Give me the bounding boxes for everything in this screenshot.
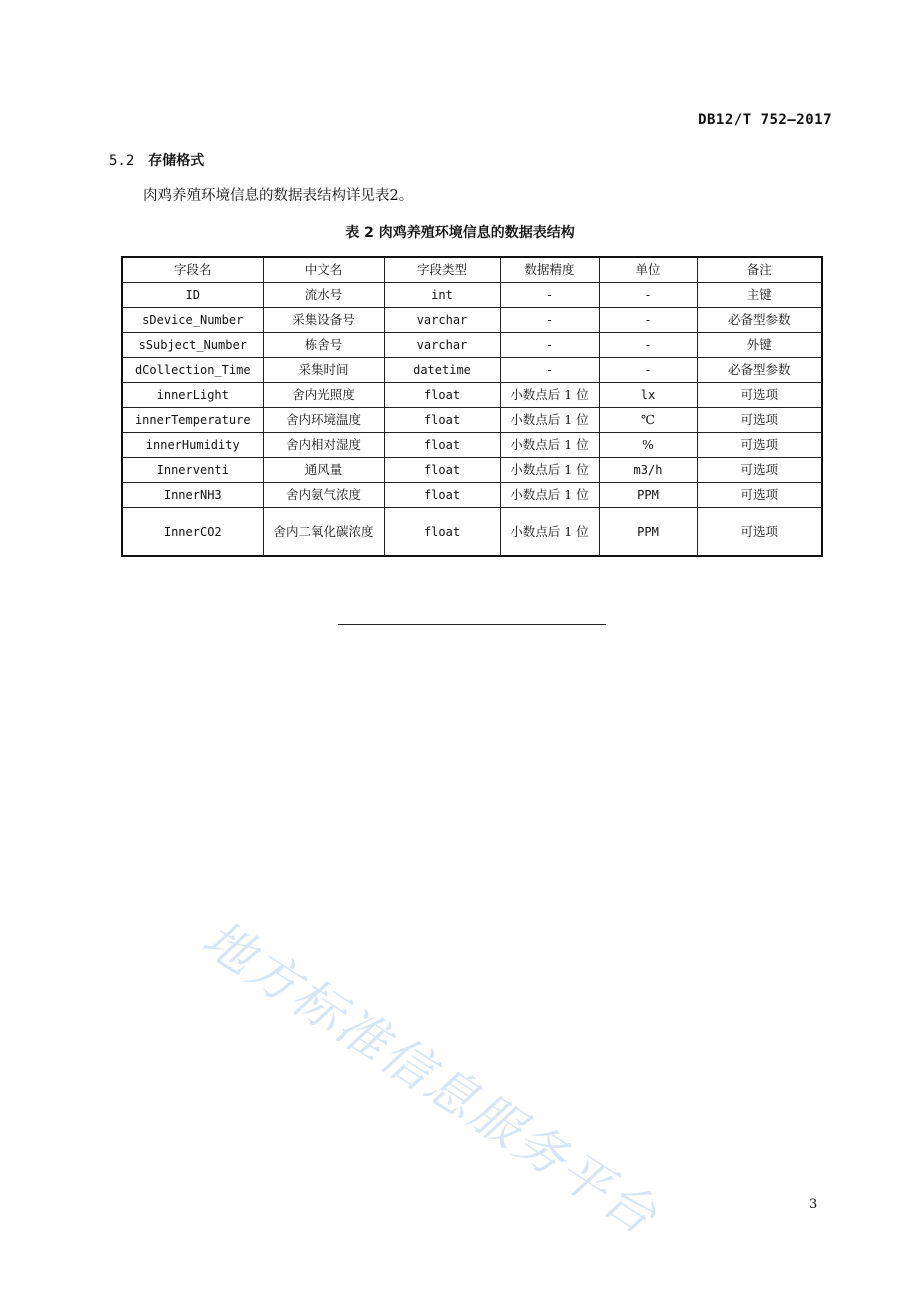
- cell-field-type: float: [384, 483, 500, 508]
- cell-field-name: sDevice_Number: [122, 308, 263, 333]
- cell-field-type: float: [384, 408, 500, 433]
- cell-unit: m3/h: [599, 458, 697, 483]
- table-row: [122, 358, 822, 383]
- section-heading: [109, 150, 204, 170]
- header-remark: 备注: [697, 257, 822, 283]
- section-title: 存储格式: [148, 153, 205, 169]
- table-row: [122, 458, 822, 483]
- section-number: 5.2: [109, 153, 135, 169]
- table-row: [122, 408, 822, 433]
- table-row: [122, 508, 822, 557]
- cell-chinese-name: 采集时间: [263, 358, 384, 383]
- cell-chinese-name: 舍内二氧化碳浓度: [263, 508, 384, 557]
- cell-unit: lx: [599, 383, 697, 408]
- cell-precision: -: [500, 358, 599, 383]
- cell-remark: 必备型参数: [697, 308, 822, 333]
- end-of-content-rule: [338, 624, 606, 625]
- cell-unit: PPM: [599, 483, 697, 508]
- cell-precision: -: [500, 283, 599, 308]
- cell-remark: 必备型参数: [697, 358, 822, 383]
- cell-field-name: innerLight: [122, 383, 263, 408]
- cell-field-name: InnerCO2: [122, 508, 263, 557]
- cell-chinese-name: 舍内相对湿度: [263, 433, 384, 458]
- cell-remark: 外键: [697, 333, 822, 358]
- cell-chinese-name: 通风量: [263, 458, 384, 483]
- cell-unit: ℃: [599, 408, 697, 433]
- cell-field-type: float: [384, 433, 500, 458]
- cell-field-type: float: [384, 383, 500, 408]
- cell-remark: 主键: [697, 283, 822, 308]
- cell-field-type: float: [384, 508, 500, 557]
- cell-remark: 可选项: [697, 483, 822, 508]
- table-title: 表 2 肉鸡养殖环境信息的数据表结构: [345, 225, 575, 241]
- cell-remark: 可选项: [697, 458, 822, 483]
- table-row: [122, 483, 822, 508]
- table-row: [122, 383, 822, 408]
- cell-precision: 小数点后 1 位: [500, 458, 599, 483]
- cell-field-type: float: [384, 458, 500, 483]
- cell-unit: -: [599, 308, 697, 333]
- cell-chinese-name: 舍内氨气浓度: [263, 483, 384, 508]
- watermark: 地方标准信息服务平台: [192, 909, 669, 1247]
- header-precision: 数据精度: [500, 257, 599, 283]
- cell-remark: 可选项: [697, 383, 822, 408]
- table-row: [122, 308, 822, 333]
- cell-precision: -: [500, 308, 599, 333]
- table-header-row: [122, 257, 822, 283]
- data-structure-table: [121, 256, 823, 557]
- intro-paragraph: 肉鸡养殖环境信息的数据表结构详见表2。: [143, 188, 414, 204]
- cell-precision: 小数点后 1 位: [500, 408, 599, 433]
- cell-field-name: Innerventi: [122, 458, 263, 483]
- cell-remark: 可选项: [697, 408, 822, 433]
- cell-precision: 小数点后 1 位: [500, 383, 599, 408]
- table-row: [122, 283, 822, 308]
- header-chinese-name: 中文名: [263, 257, 384, 283]
- cell-field-type: varchar: [384, 308, 500, 333]
- cell-unit: PPM: [599, 508, 697, 557]
- cell-unit: %: [599, 433, 697, 458]
- cell-field-name: dCollection_Time: [122, 358, 263, 383]
- cell-field-type: datetime: [384, 358, 500, 383]
- cell-field-type: varchar: [384, 333, 500, 358]
- cell-unit: -: [599, 283, 697, 308]
- cell-remark: 可选项: [697, 508, 822, 557]
- cell-precision: 小数点后 1 位: [500, 508, 599, 557]
- cell-precision: 小数点后 1 位: [500, 483, 599, 508]
- cell-field-name: ID: [122, 283, 263, 308]
- cell-chinese-name: 栋舍号: [263, 333, 384, 358]
- cell-field-name: innerTemperature: [122, 408, 263, 433]
- table-row: [122, 433, 822, 458]
- cell-precision: -: [500, 333, 599, 358]
- cell-chinese-name: 流水号: [263, 283, 384, 308]
- cell-precision: 小数点后 1 位: [500, 433, 599, 458]
- header-field-type: 字段类型: [384, 257, 500, 283]
- cell-unit: -: [599, 333, 697, 358]
- page-number: 3: [809, 1197, 818, 1212]
- document-code: DB12/T 752—2017: [698, 112, 832, 128]
- cell-chinese-name: 舍内光照度: [263, 383, 384, 408]
- cell-chinese-name: 采集设备号: [263, 308, 384, 333]
- header-unit: 单位: [599, 257, 697, 283]
- table-row: [122, 333, 822, 358]
- header-field-name: 字段名: [122, 257, 263, 283]
- cell-remark: 可选项: [697, 433, 822, 458]
- cell-field-type: int: [384, 283, 500, 308]
- cell-field-name: innerHumidity: [122, 433, 263, 458]
- cell-field-name: sSubject_Number: [122, 333, 263, 358]
- cell-chinese-name: 舍内环境温度: [263, 408, 384, 433]
- cell-field-name: InnerNH3: [122, 483, 263, 508]
- cell-unit: -: [599, 358, 697, 383]
